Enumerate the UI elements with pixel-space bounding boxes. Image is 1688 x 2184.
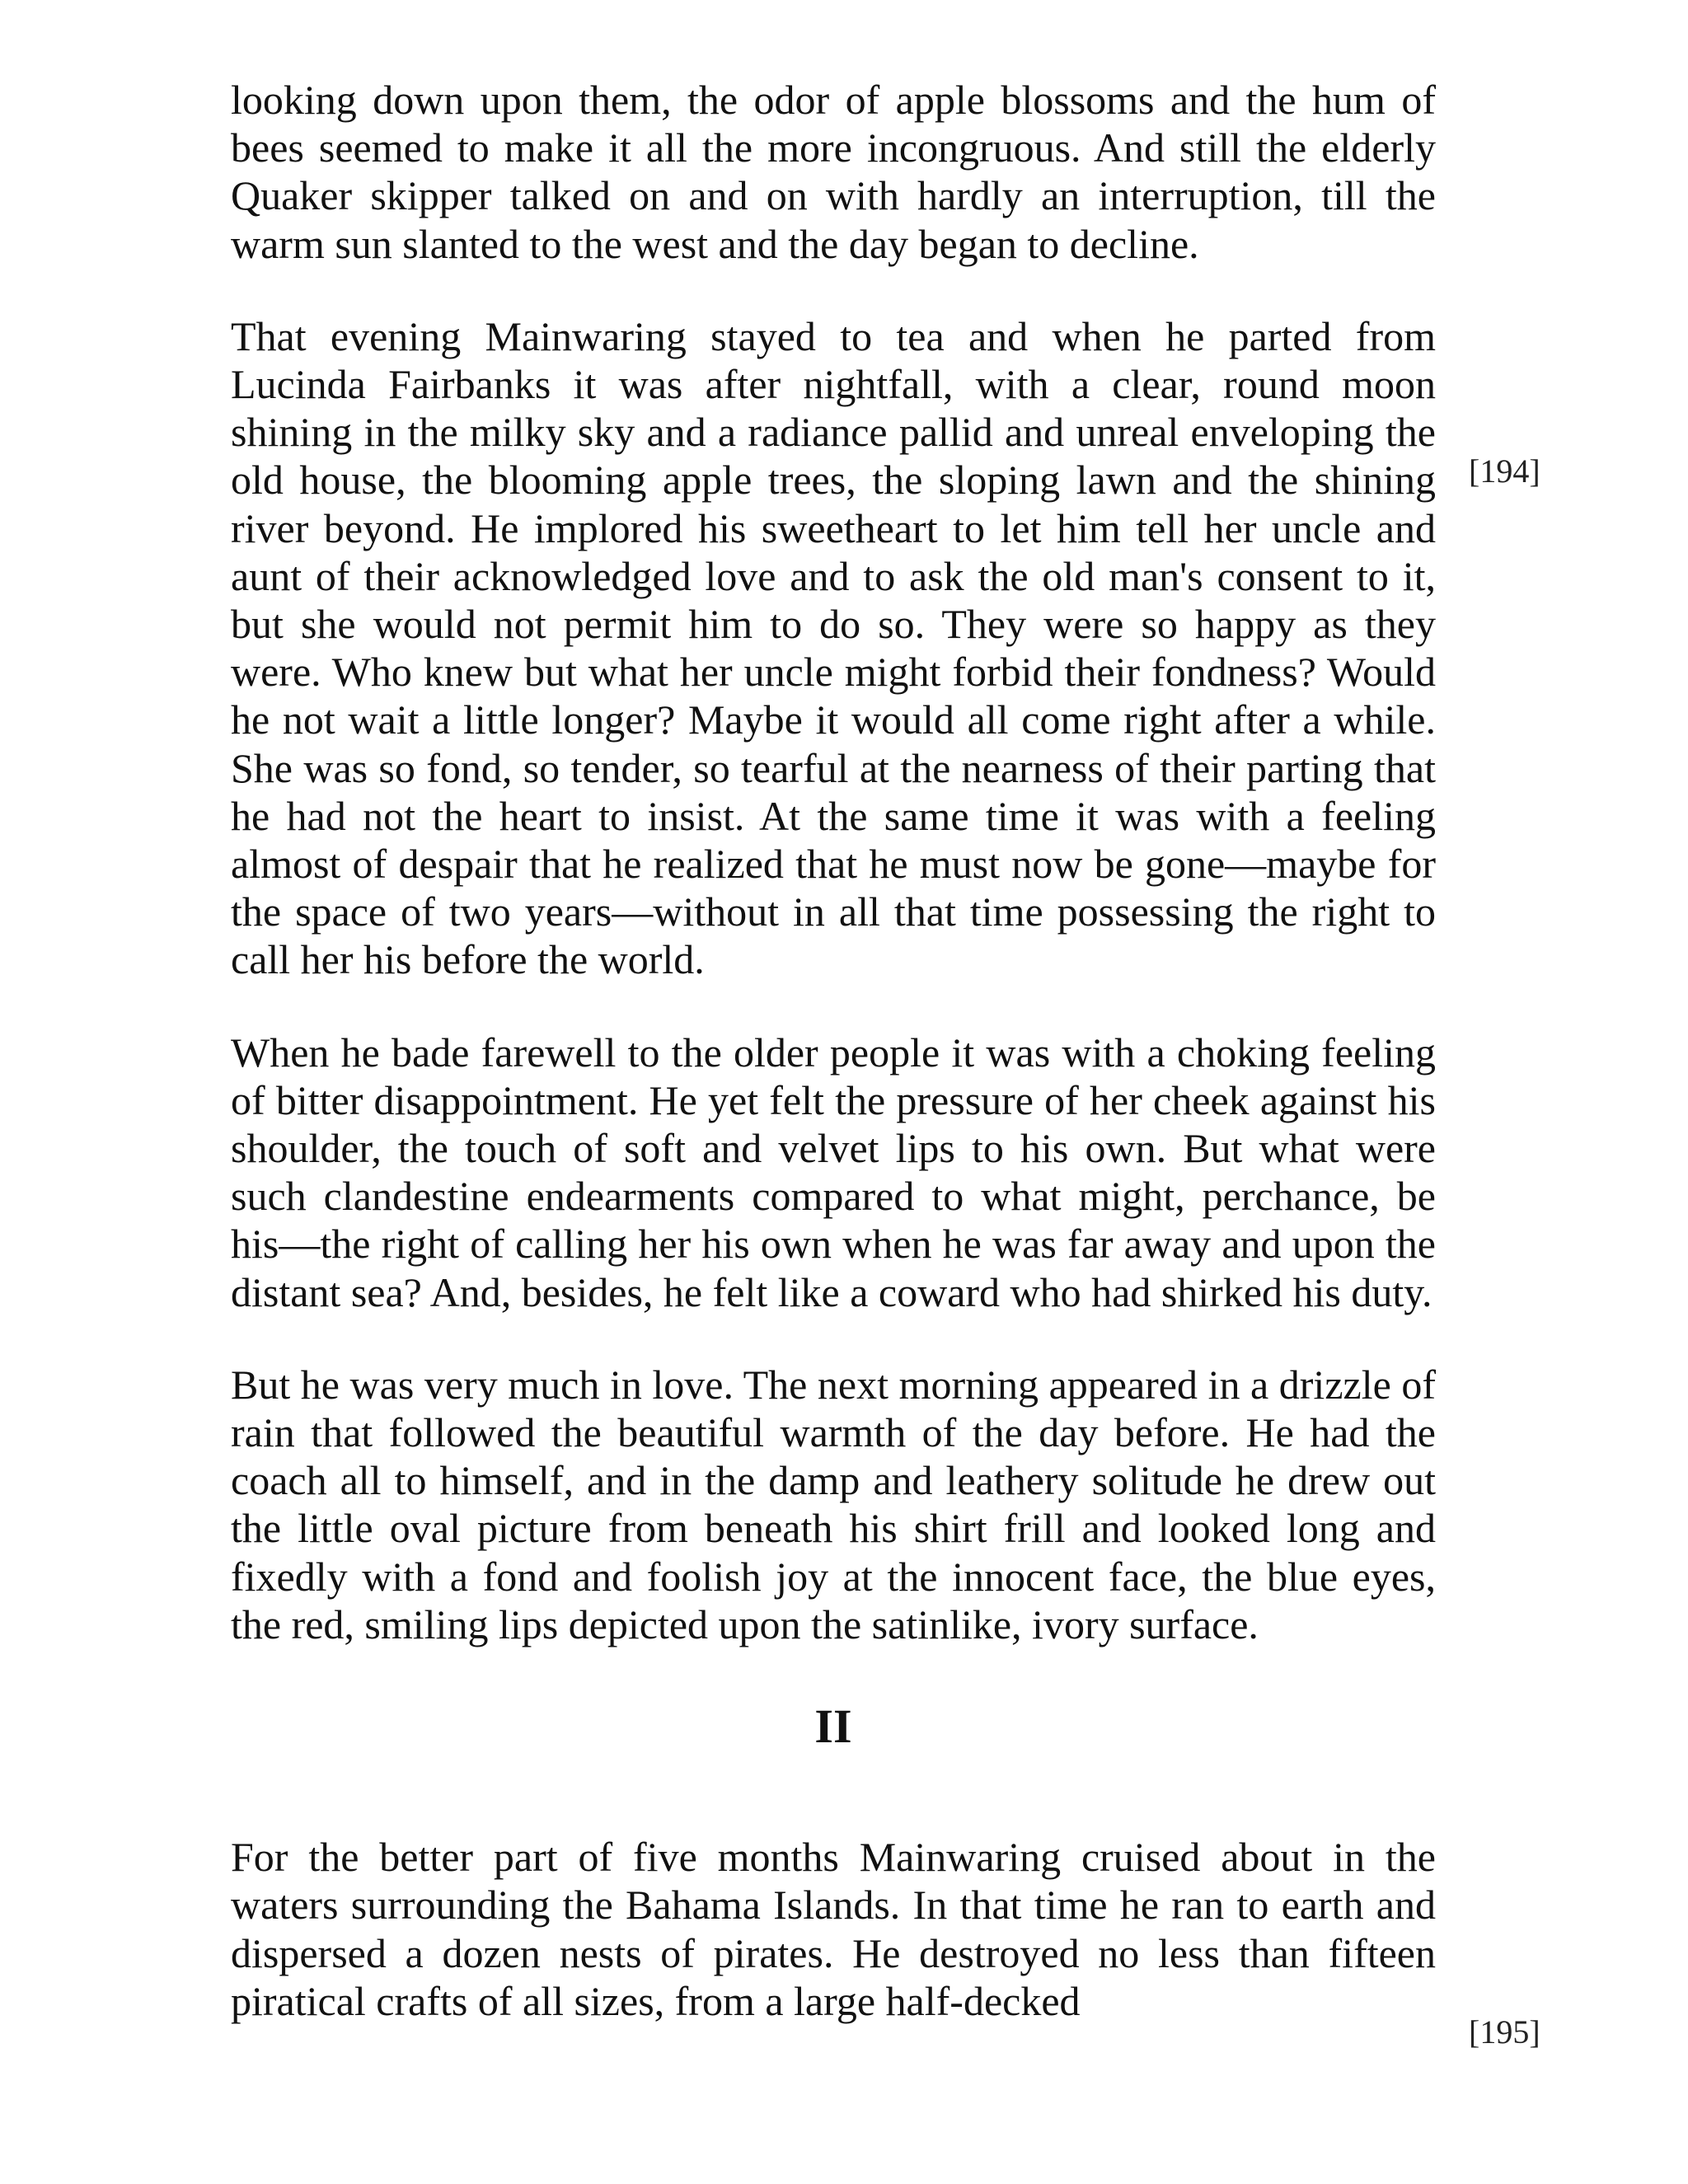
page-number-194: [194] bbox=[1469, 452, 1540, 490]
paragraph-4: But he was very much in love. The next morning appeared in a drizzle of rain that followed the beautiful warmth of the day before. He had the coach all to himself, and in the damp and leathery solitude he drew out the little oval picture from beneath his shirt frill and looked long and fixedly with a fond and foolish joy at the innocent face, the blue eyes, the red, smiling lips depicted upon the satinlike, ivory surface. bbox=[231, 1361, 1436, 1647]
paragraph-3: When he bade farewell to the older people it was with a choking feeling of bitter disappointment. He yet felt the pressure of her cheek against his shoulder, the touch of soft and velvet lips to his own. But what were such clandestine endearments compared to what might, perchance, be his—the right of calling her his own when he was far away and upon the distant sea? And, besides, he felt like a coward who had shirked his duty. bbox=[231, 1029, 1436, 1315]
document-body bbox=[231, 76, 1436, 2069]
section-paragraph-1: For the better part of five months Mainwaring cruised about in the waters surrounding the Bahama Islands. In that time he ran to earth and dispersed a dozen nests of pirates. He destroyed no less than fifteen piratical crafts of all sizes, from a large half-decked bbox=[231, 1834, 1436, 2024]
paragraph-1: looking down upon them, the odor of apple blossoms and the hum of bees seemed to make it all the more incongruous. And still the elderly Quaker skipper talked on and on with hardly an interruption, till the warm sun slanted to the west and the day began to decline. bbox=[231, 77, 1436, 267]
section-heading: II bbox=[814, 1699, 852, 1754]
page-number-195: [195] bbox=[1469, 2013, 1540, 2050]
paragraph-2: That evening Mainwaring stayed to tea and when he parted from Lucinda Fairbanks it was after nightfall, with a clear, round moon shining in the milky sky and a radiance pallid and unreal enveloping the old house, the blooming apple trees, the sloping lawn and the shining river beyond. He implored his sweetheart to let him tell her uncle and aunt of their acknowledged love and to ask the old man's consent to it, but she would not permit him to do so. They were so happy as they were. Who knew but what her uncle might forbid their fondness? Would he not wait a little longer? Maybe it would all come right after a while. She was so fond, so tender, so tearful at the nearness of their parting that he had not the heart to insist. At the same time it was with a feeling almost of despair that he realized that he must now be gone—maybe for the space of two years—without in all that time possessing the right to call her his before the world. bbox=[231, 312, 1436, 983]
